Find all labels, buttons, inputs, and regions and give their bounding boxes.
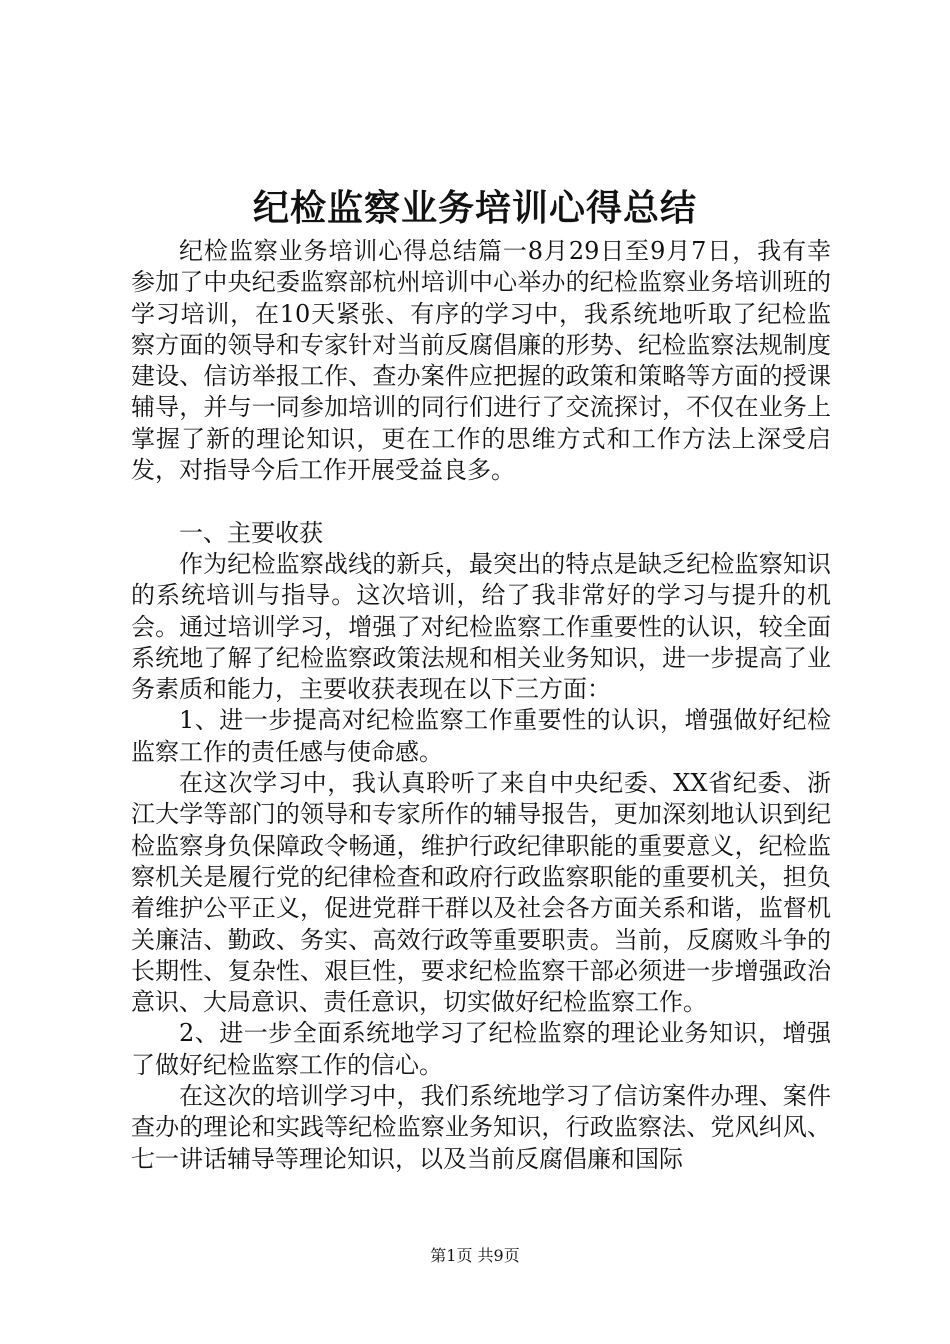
section-heading: 一、主要收获 <box>179 518 323 547</box>
list-item: 2、进一步全面系统地学习了纪检监察的理论业务知识，增强了做好纪检监察工作的信心。 <box>131 1019 831 1079</box>
document-body <box>131 236 831 1175</box>
page-footer: 第1页 共9页 <box>430 1246 520 1265</box>
paragraph: 在这次学习中，我认真聆听了来自中央纪委、XX省纪委、浙江大学等部门的领导和专家所作的辅导报告，更加深刻地认识到纪检监察身负保障政令畅通，维护行政纪律职能的重要意义，纪检监察机关是履行党的纪律检查和政府行政监察职能的重要机关，担负着维护公平正义，促进党群干群以及社会各方面关系和谐，监督机关廉洁、勤政、务实、高效行政等重要职责。当前，反腐败斗争的长期性、复杂性、艰巨性，要求纪检监察干部必须进一步增强政治意识、大局意识、责任意识，切实做好纪检监察工作。 <box>131 769 831 1017</box>
blank-line <box>131 486 831 517</box>
paragraph: 作为纪检监察战线的新兵，最突出的特点是缺乏纪检监察知识的系统培训与指导。这次培训，给了我非常好的学习与提升的机会。通过培训学习，增强了对纪检监察工作重要性的认识，较全面系统地了解了纪检监察政策法规和相关业务知识，进一步提高了业务素质和能力，主要收获表现在以下三方面： <box>131 549 831 704</box>
document-title: 纪检监察业务培训心得总结 <box>252 188 697 229</box>
paragraph: 在这次的培训学习中，我们系统地学习了信访案件办理、案件查办的理论和实践等纪检监察业务知识，行政监察法、党风纠风、七一讲话辅导等理论知识，以及当前反腐倡廉和国际 <box>131 1082 831 1173</box>
list-item: 1、进一步提高对纪检监察工作重要性的认识，增强做好纪检监察工作的责任感与使命感。 <box>131 706 831 766</box>
paragraph-intro: 纪检监察业务培训心得总结篇一8月29日至9月7日，我有幸参加了中央纪委监察部杭州培训中心举办的纪检监察业务培训班的学习培训，在10天紧张、有序的学习中，我系统地听取了纪检监察方面的领导和专家针对当前反腐倡廉的形势、纪检监察法规制度建设、信访举报工作、查办案件应把握的政策和策略等方面的授课辅导，并与一同参加培训的同行们进行了交流探讨，不仅在业务上掌握了新的理论知识，更在工作的思维方式和工作方法上深受启发，对指导今后工作开展受益良多。 <box>131 237 831 485</box>
